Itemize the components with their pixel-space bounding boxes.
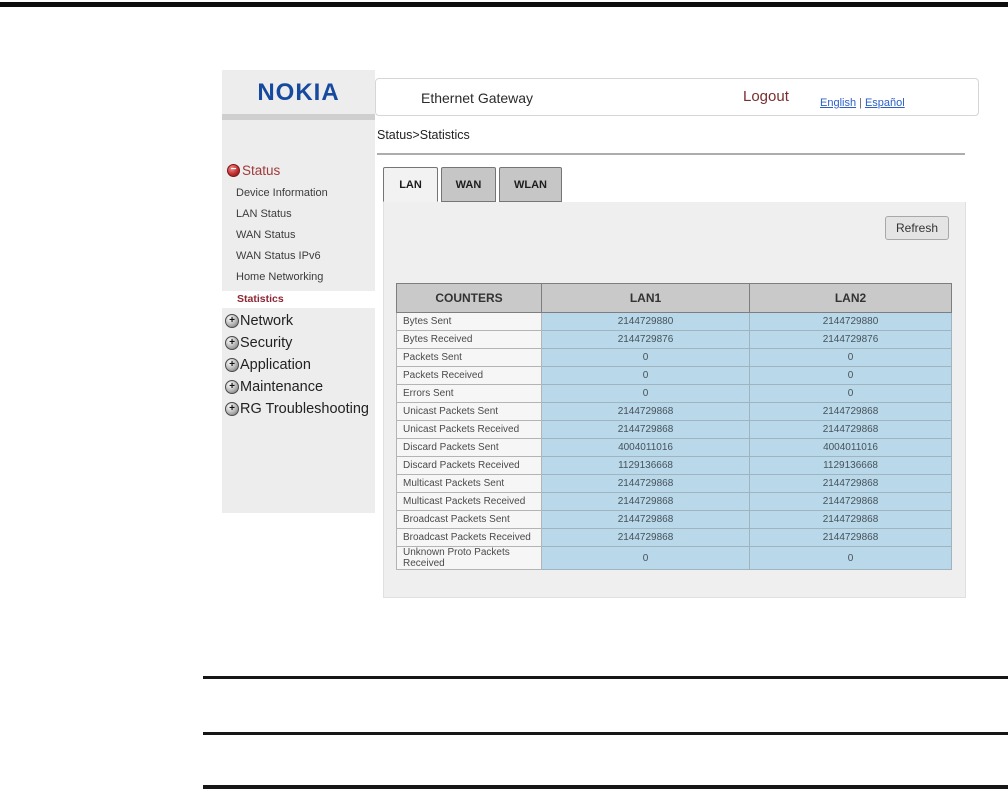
lan1-value: 2144729868 — [542, 421, 750, 439]
table-row — [397, 385, 952, 403]
sidebar-subitem[interactable]: Home Networking — [236, 271, 324, 283]
lan2-value: 4004011016 — [750, 439, 952, 457]
lan2-value: 2144729868 — [750, 511, 952, 529]
lan2-value: 2144729868 — [750, 529, 952, 547]
lan1-value: 0 — [542, 367, 750, 385]
lan1-value: 2144729880 — [542, 313, 750, 331]
table-row — [397, 403, 952, 421]
lan1-value: 1129136668 — [542, 457, 750, 475]
sidebar-section-label[interactable]: RG Troubleshooting — [240, 401, 369, 417]
lan1-value: 2144729876 — [542, 331, 750, 349]
lan1-value: 4004011016 — [542, 439, 750, 457]
sidebar-subitem[interactable]: LAN Status — [236, 208, 292, 220]
tab-lan[interactable]: LAN — [383, 167, 438, 202]
language-switcher — [820, 97, 905, 109]
sidebar-section-label[interactable]: Network — [240, 313, 294, 329]
sidebar-item-label[interactable]: Status — [242, 162, 281, 178]
lan1-value: 0 — [542, 385, 750, 403]
document-rule-3 — [203, 785, 1008, 789]
sidebar-sections — [222, 310, 375, 420]
plus-circle-icon[interactable]: + — [225, 336, 239, 350]
content-panel — [383, 202, 966, 598]
page-title: Ethernet Gateway — [421, 90, 534, 106]
lan1-value: 2144729868 — [542, 493, 750, 511]
table-row — [397, 349, 952, 367]
table-row — [397, 439, 952, 457]
header-bar — [375, 78, 979, 116]
counter-name: Discard Packets Sent — [397, 439, 542, 457]
language-link-english[interactable]: English — [820, 97, 857, 109]
table-row — [397, 421, 952, 439]
counter-name: Unicast Packets Sent — [397, 403, 542, 421]
sidebar-section-label[interactable]: Maintenance — [240, 379, 324, 395]
table-body — [397, 313, 952, 570]
sidebar-item-status[interactable] — [222, 161, 375, 179]
logo-area — [222, 70, 375, 120]
counter-name: Broadcast Packets Received — [397, 529, 542, 547]
lan2-value: 2144729876 — [750, 331, 952, 349]
plus-circle-icon[interactable]: + — [225, 314, 239, 328]
lan1-value: 2144729868 — [542, 475, 750, 493]
column-header-counters: COUNTERS — [397, 284, 542, 313]
lan2-value: 0 — [750, 349, 952, 367]
lan1-value: 0 — [542, 349, 750, 367]
nokia-logo: NOKIA — [257, 79, 340, 106]
table-row — [397, 547, 952, 570]
document-rule-1 — [203, 676, 1008, 679]
counter-name: Multicast Packets Sent — [397, 475, 542, 493]
lan2-value: 2144729868 — [750, 403, 952, 421]
counter-name: Unicast Packets Received — [397, 421, 542, 439]
minus-circle-icon[interactable]: − — [227, 164, 240, 177]
column-header-lan2: LAN2 — [750, 284, 952, 313]
breadcrumb: Status>Statistics — [377, 128, 470, 142]
lan2-value: 0 — [750, 547, 952, 570]
plus-circle-icon[interactable]: + — [225, 358, 239, 372]
counter-name: Bytes Sent — [397, 313, 542, 331]
sidebar-item-statistics-active[interactable]: Statistics — [222, 291, 375, 308]
tab-bar — [383, 167, 565, 202]
counter-name: Multicast Packets Received — [397, 493, 542, 511]
lan2-value: 0 — [750, 367, 952, 385]
plus-circle-icon[interactable]: + — [225, 402, 239, 416]
lan1-value: 2144729868 — [542, 529, 750, 547]
counter-name: Packets Sent — [397, 349, 542, 367]
tab-wan[interactable]: WAN — [441, 167, 496, 202]
status-subitems — [222, 183, 375, 288]
counter-name: Errors Sent — [397, 385, 542, 403]
table-header-row — [397, 284, 952, 313]
table-row — [397, 529, 952, 547]
lan2-value: 1129136668 — [750, 457, 952, 475]
sidebar-section-item[interactable] — [222, 376, 375, 398]
column-header-lan1: LAN1 — [542, 284, 750, 313]
counter-name: Discard Packets Received — [397, 457, 542, 475]
counter-name: Bytes Received — [397, 331, 542, 349]
sidebar-subitem[interactable]: Device Information — [236, 187, 328, 199]
sidebar-subitem[interactable]: WAN Status IPv6 — [236, 250, 321, 262]
lan2-value: 2144729868 — [750, 421, 952, 439]
document-rule-2 — [203, 732, 1008, 735]
sidebar-section-label[interactable]: Security — [240, 335, 293, 351]
lan1-value: 2144729868 — [542, 403, 750, 421]
logout-button[interactable]: Logout — [743, 88, 789, 105]
sidebar-section-label[interactable]: Application — [240, 357, 311, 373]
counter-name: Broadcast Packets Sent — [397, 511, 542, 529]
sidebar-section-item[interactable] — [222, 354, 375, 376]
breadcrumb-divider — [377, 153, 965, 155]
sidebar-subitem[interactable]: WAN Status — [236, 229, 296, 241]
sidebar-section-item[interactable] — [222, 332, 375, 354]
counter-name: Packets Received — [397, 367, 542, 385]
document-top-rule — [0, 2, 1008, 7]
sidebar — [222, 120, 375, 513]
table-row — [397, 331, 952, 349]
lan2-value: 2144729880 — [750, 313, 952, 331]
table-row — [397, 511, 952, 529]
table-row — [397, 493, 952, 511]
language-separator: | — [859, 97, 862, 109]
sidebar-section-item[interactable] — [222, 398, 375, 420]
table-row — [397, 475, 952, 493]
table-row — [397, 457, 952, 475]
lan1-value: 2144729868 — [542, 511, 750, 529]
lan2-value: 0 — [750, 385, 952, 403]
plus-circle-icon[interactable]: + — [225, 380, 239, 394]
router-admin-ui — [222, 70, 982, 600]
counters-table — [396, 283, 952, 570]
refresh-button[interactable]: Refresh — [885, 216, 949, 240]
counter-name: Unknown Proto Packets Received — [397, 547, 542, 570]
table-row — [397, 313, 952, 331]
lan1-value: 0 — [542, 547, 750, 570]
sidebar-section-item[interactable] — [222, 310, 375, 332]
lan2-value: 2144729868 — [750, 475, 952, 493]
language-link-spanish[interactable]: Español — [864, 97, 905, 109]
tab-wlan[interactable]: WLAN — [499, 167, 562, 202]
lan2-value: 2144729868 — [750, 493, 952, 511]
table-row — [397, 367, 952, 385]
